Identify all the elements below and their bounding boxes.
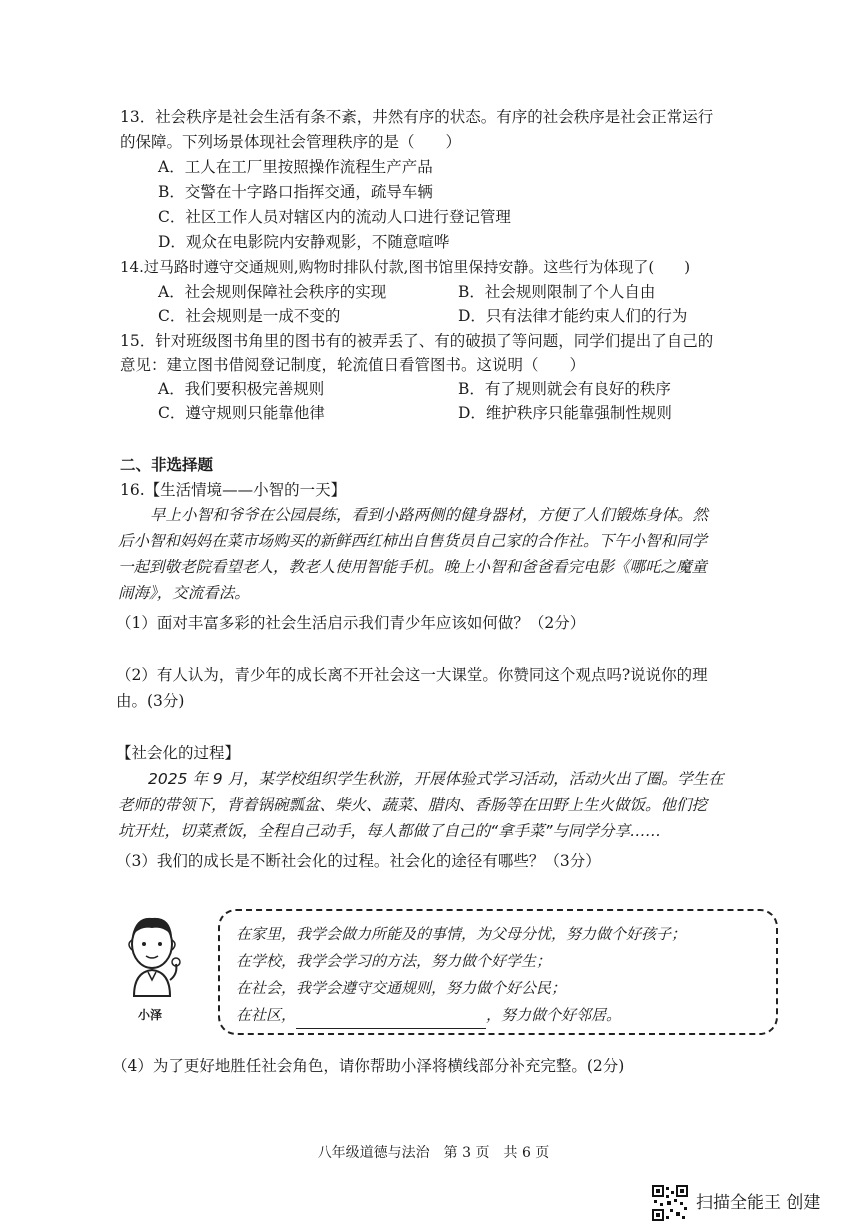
q13-option-a: A．工人在工厂里按照操作流程生产产品	[158, 158, 433, 176]
q15-stem-line1: 15．针对班级图书角里的图书有的被弄丢了、有的破损了等问题，同学们提出了自己的	[120, 332, 714, 350]
q16-heading2: 【社会化的过程】	[116, 744, 241, 762]
section-title: 二、非选择题	[120, 455, 214, 474]
q16-sub2-line1: （2）有人认为，青少年的成长离不开社会这一大课堂。你赞同这个观点吗?说说你的理	[116, 666, 708, 684]
q15-option-a: A．我们要积极完善规则	[158, 380, 325, 398]
q16-sub3: （3）我们的成长是不断社会化的过程。社会化的途径有哪些？（3分）	[116, 852, 601, 870]
q16-para-line3: 一起到敬老院看望老人，教老人使用智能手机。晚上小智和爸爸看完电影《哪吒之魔童	[118, 558, 708, 576]
q14-stem: 14.过马路时遵守交通规则,购物时排队付款,图书馆里保持安静。这些行为体现了( )	[120, 258, 691, 276]
q13-stem-line1: 13．社会秩序是社会生活有条不紊，井然有序的状态。有序的社会秩序是社会正常运行	[120, 108, 714, 126]
q16-para-line1: 早上小智和爷爷在公园晨练，看到小路两侧的健身器材，方便了人们锻炼身体。然	[150, 506, 709, 524]
q13-option-c: C．社区工作人员对辖区内的流动人口进行登记管理	[158, 208, 511, 226]
q14-option-b: B．社会规则限制了个人自由	[458, 283, 656, 301]
speech-line4	[236, 1002, 760, 1029]
q15-option-d: D．维护秩序只能靠强制性规则	[458, 404, 672, 422]
q13-option-d: D．观众在电影院内安静观影，不随意喧哗	[158, 233, 450, 251]
speech-line4-pre: 在社区，	[236, 1006, 297, 1024]
q16-para-line2: 后小智和妈妈在菜市场购买的新鲜西红柿出自售货员自己家的合作社。下午小智和同学	[118, 532, 708, 550]
boy-figure-icon	[112, 910, 192, 1030]
q16-sub1: （1）面对丰富多彩的社会生活启示我们青少年应该如何做？（2分）	[116, 614, 586, 632]
q16-para2-line3: 坑开灶，切菜煮饭，全程自己动手，每人都做了自己的“拿手菜”与同学分享……	[118, 822, 662, 840]
speech-line4-post: ，努力做个好邻居。	[486, 1006, 622, 1024]
q16-sub4: （4）为了更好地胜任社会角色，请你帮助小泽将横线部分补充完整。(2分)	[112, 1057, 625, 1075]
speech-line3: 在社会，我学会遵守交通规则，努力做个好公民；	[236, 979, 567, 997]
q16-para2-line2: 老师的带领下，背着锅碗瓢盆、柴火、蔬菜、腊肉、香肠等在田野上生火做饭。他们挖	[118, 796, 708, 814]
speech-line1: 在家里，我学会做力所能及的事情，为父母分忧，努力做个好孩子；	[236, 925, 687, 943]
speech-line2: 在学校，我学会学习的方法，努力做个好学生；	[236, 952, 552, 970]
q15-option-b: B．有了规则就会有良好的秩序	[458, 380, 671, 398]
page-footer: 八年级道德与法治 第 3 页 共 6 页	[317, 1145, 550, 1161]
q14-option-c: C．社会规则是一成不变的	[158, 307, 341, 325]
q16-para2-line1: 2025 年 9 月，某学校组织学生秋游，开展体验式学习活动，活动火出了圈。学生在	[148, 770, 724, 788]
q16-sub2-line2: 由。(3分)	[116, 692, 185, 710]
q16-para-line4: 闹海》，交流看法。	[118, 584, 250, 602]
q15-option-c: C．遵守规则只能靠他律	[158, 404, 325, 422]
speech-box	[218, 909, 778, 1035]
q14-option-d: D．只有法律才能约束人们的行为	[458, 307, 688, 325]
q14-option-a: A．社会规则保障社会秩序的实现	[158, 283, 387, 301]
scanner-watermark: 扫描全能王 创建	[696, 1193, 821, 1213]
figure-label: 小泽	[138, 1008, 163, 1022]
q13-option-b: B．交警在十字路口指挥交通，疏导车辆	[158, 183, 433, 201]
q13-stem-line2: 的保障。下列场景体现社会管理秩序的是（ ）	[120, 133, 462, 151]
q16-heading: 16.【生活情境——小智的一天】	[120, 481, 347, 499]
answer-blank[interactable]	[296, 1010, 486, 1029]
qr-code-icon	[652, 1185, 688, 1221]
boy-drawing	[112, 910, 192, 1010]
q15-stem-line2: 意见：建立图书借阅登记制度，轮流值日看管图书。这说明（ ）	[120, 356, 586, 374]
